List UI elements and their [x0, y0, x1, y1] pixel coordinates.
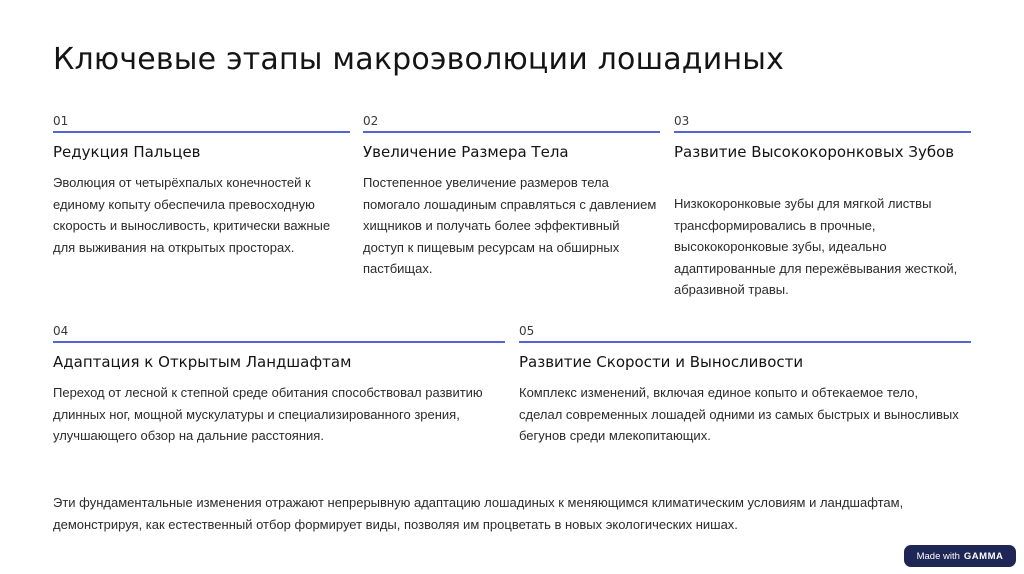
- stage-card-1: [53, 114, 350, 258]
- stage-number: 02: [363, 114, 660, 133]
- conclusion-text: Эти фундаментальные изменения отражают непрерывную адаптацию лошадиных к меняющимся климатическим условиям и ландшафтам, демонстрируя, как естественный отбор формирует виды, позволяя им процветать в новых экологических нишах.: [53, 495, 904, 532]
- stage-number: 03: [674, 114, 971, 133]
- stage-number: 01: [53, 114, 350, 133]
- stage-description: Постепенное увеличение размеров тела помогало лошадиным справляться с давлением хищников и получать более эффективный доступ к пищевым ресурсам на обширных пастбищах.: [363, 175, 657, 276]
- stage-heading: Развитие Скорости и Выносливости: [519, 353, 804, 371]
- gamma-logo: GAMMA: [963, 550, 1004, 562]
- stage-number: 05: [519, 324, 971, 343]
- made-with-gamma-badge[interactable]: [904, 545, 1016, 567]
- stage-number: 04: [53, 324, 505, 343]
- stage-heading: Развитие Высококоронковых Зубов: [674, 143, 955, 161]
- stage-description: Переход от лесной к степной среде обитания способствовал развитию длинных ног, мощной мускулатуры и специализированного зрения, улучшающего обзор на дальние расстояния.: [53, 385, 483, 443]
- stage-card-4: [53, 324, 505, 447]
- stage-heading: Адаптация к Открытым Ландшафтам: [53, 353, 352, 371]
- stage-card-3: [674, 114, 971, 301]
- stage-description: Эволюция от четырёхпалых конечностей к единому копыту обеспечила превосходную скорость и выносливость, критически важные для выживания на открытых просторах.: [53, 175, 331, 255]
- badge-made-with-label: Made with: [916, 550, 960, 562]
- stage-card-2: [363, 114, 660, 280]
- page-title: Ключевые этапы макроэволюции лошадиных: [53, 42, 785, 77]
- stage-description: Низкокоронковые зубы для мягкой листвы трансформировались в прочные, высококоронковые зубы, идеально адаптированные для пережёвывания жесткой, абразивной травы.: [674, 196, 958, 297]
- stage-heading: Увеличение Размера Тела: [363, 143, 569, 161]
- stage-description: Комплекс изменений, включая единое копыто и обтекаемое тело, сделал современных лошадей одними из самых быстрых и выносливых бегунов среди млекопитающих.: [519, 385, 959, 443]
- stage-card-5: [519, 324, 971, 447]
- stage-heading: Редукция Пальцев: [53, 143, 201, 161]
